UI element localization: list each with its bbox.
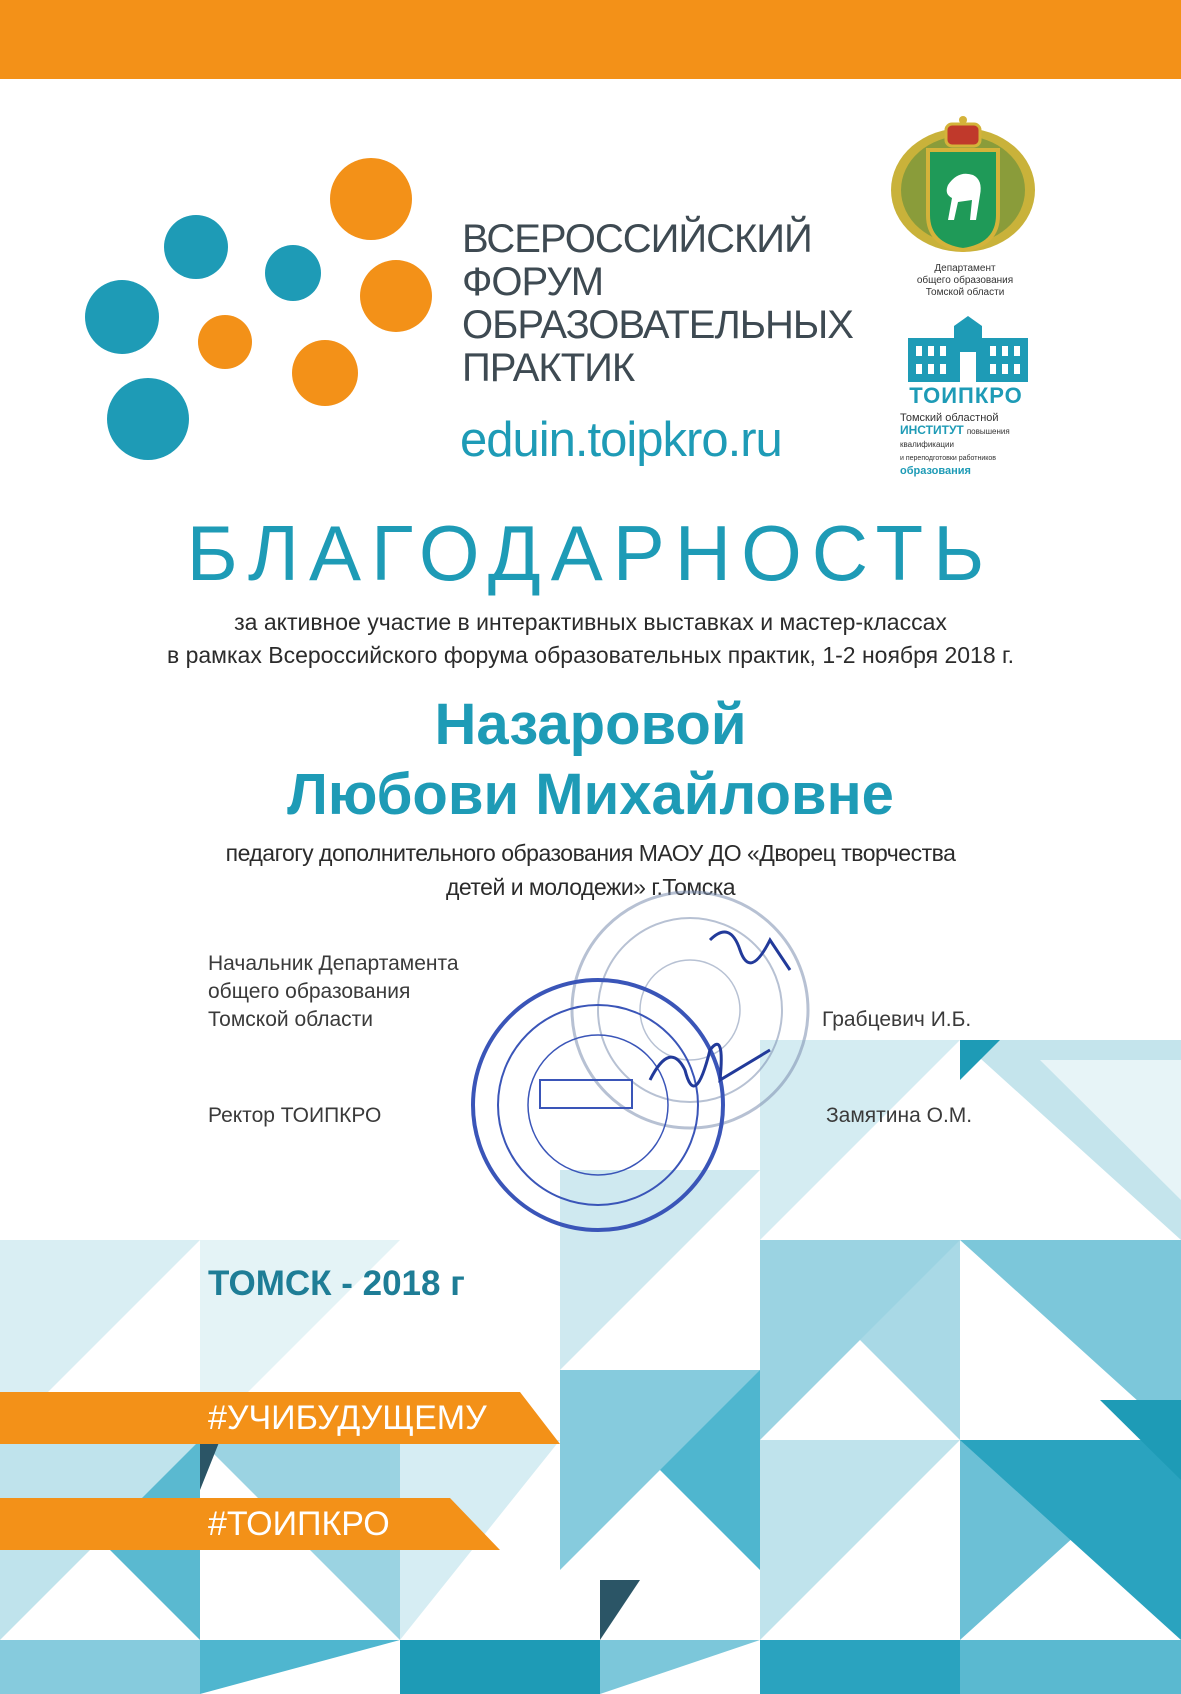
toipkro-logo-subtitle — [900, 412, 1040, 477]
recipient-line: Любови Михайловне — [287, 762, 894, 827]
recipient-name — [0, 690, 1181, 830]
signatory-name: Грабцевич И.Б. — [822, 1008, 972, 1031]
logo-dot-orange — [330, 158, 412, 240]
logo-dot-orange — [292, 340, 358, 406]
top-orange-bar — [0, 0, 1181, 79]
position-line: детей и молодежи» г.Томска — [445, 874, 736, 900]
signatory-title-line: Начальник Департамента — [208, 952, 459, 975]
logo-dot-teal — [265, 245, 321, 301]
hashtag-label[interactable]: #УЧИБУДУЩЕМУ — [208, 1399, 487, 1437]
toipkro-institute-word: ИНСТИТУТ — [900, 423, 964, 437]
signatory-title — [208, 950, 459, 1034]
toipkro-education-word: образования — [900, 465, 971, 477]
caption-line: общего образования — [916, 275, 1014, 286]
logo-dot-orange — [360, 260, 432, 332]
signatory-title-line: Томской области — [208, 1008, 374, 1031]
logo-dot-orange — [198, 315, 252, 369]
recipient-line: Назаровой — [434, 692, 747, 757]
tomsk-coat-of-arms-icon — [888, 110, 1038, 260]
city-year: ТОМСК - 2018 г — [208, 1264, 465, 1303]
toipkro-sub-small: повышения квалификации — [900, 427, 1010, 449]
forum-title — [462, 218, 882, 390]
hashtag-label[interactable]: #ТОИПКРО — [208, 1505, 390, 1543]
toipkro-sub-line: Томский областной — [900, 412, 999, 424]
signatory-title — [208, 1102, 381, 1130]
official-stamps-and-signatures — [470, 880, 830, 1260]
signatory-title-line: Ректор ТОИПКРО — [208, 1104, 382, 1127]
caption-line: Томской области — [925, 287, 1005, 298]
caption-line: Департамент — [934, 263, 996, 274]
logo-dot-teal — [107, 378, 189, 460]
forum-title-line: ОБРАЗОВАТЕЛЬНЫХ — [462, 303, 853, 347]
reason-line: в рамках Всероссийского форума образовательных практик, 1-2 ноября 2018 г. — [166, 642, 1014, 668]
forum-title-line: ВСЕРОССИЙСКИЙ — [462, 217, 812, 261]
signatory-title-line: общего образования — [208, 980, 411, 1003]
forum-title-line: ПРАКТИК — [462, 346, 635, 390]
certificate-title: БЛАГОДАРНОСТЬ — [186, 509, 995, 597]
department-caption — [880, 263, 1050, 299]
forum-title-line: ФОРУМ — [462, 260, 604, 304]
forum-website-url[interactable]: eduin.toipkro.ru — [460, 413, 782, 467]
signatory-name: Замятина О.М. — [826, 1104, 973, 1127]
certificate-reason — [40, 606, 1141, 672]
position-line: педагогу дополнительного образования МАОУ ДО «Дворец творчества — [225, 840, 956, 866]
logo-dot-teal — [85, 280, 159, 354]
toipkro-building-icon — [904, 316, 1032, 384]
reason-line: за активное участие в интерактивных выставках и мастер-классах — [234, 609, 947, 635]
toipkro-sub-small: и переподготовки работников — [900, 455, 997, 462]
toipkro-logo-name: ТОИПКРО — [909, 383, 1023, 408]
logo-dot-teal — [164, 215, 228, 279]
